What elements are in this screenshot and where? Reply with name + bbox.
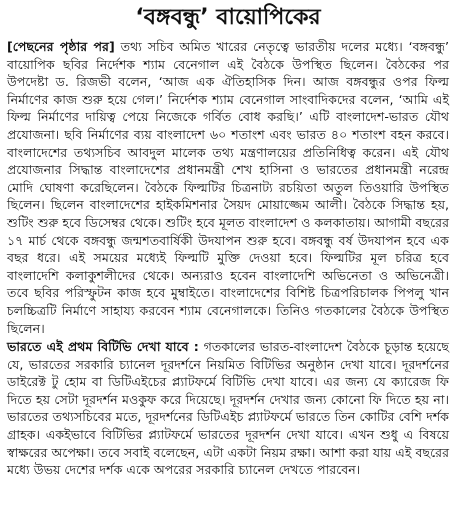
article-paragraph-2 [7, 338, 449, 479]
section-subheading: ভারতে এই প্রথম বিটিভি দেখা যাবে : [7, 339, 199, 355]
article-paragraph-1 [7, 38, 449, 337]
headline: ‘বঙ্গবন্ধু’ বায়োপিকের [135, 5, 321, 30]
paragraph-1-text: তথ্য সচিব অমিত খারের নেতৃত্বে ভারতীয় দলের মধ্যে। ‘বঙ্গবন্ধু’ বায়োপিক ছবির নির্দেশক শ্যাম বেনেগাল এই বৈঠকে উপস্থিত ছিলেন। বৈঠকের পর উপদেষ্টা ড. রিজভী বলেন, ‘আজ এক ঐতিহাসিক দিন। আজ বঙ্গবন্ধুর ওপর ফিল্ম নির্মাণের কাজ শুরু হয়ে গেল।’ নির্দেশক শ্যাম বেনেগাল সাংবাদিকদের বলেন, ‘আমি এই ফিল্ম নির্মাণের দায়িত্ব পেয়ে নিজেকে গর্বিত বোধ করছি।’ এটি বাংলাদেশ-ভারত যৌথ প্রযোজনা। ছবি নির্মাণের ব্যয় বাংলাদেশ ৬০ শতাংশ এবং ভারত ৪০ শতাংশ বহন করবে। বাংলাদেশের তথ্যসচিব আবদুল মালেক তথ্য মন্ত্রণালয়ের প্রতিনিধিত্ব করেন। এই যৌথ প্রযোজনার সিদ্ধান্ত বাংলাদেশের প্রধানমন্ত্রী শেখ হাসিনা ও ভারতের প্রধানমন্ত্রী নরেন্দ্র মোদি ঘোষণা করেছিলেন। বৈঠকে ফিল্মটির চিত্রনাট্য রচয়িতা অতুল তিওয়ারি উপস্থিত ছিলেন। ছিলেন বাংলাদেশের হাইকমিশনার সৈয়দ মোয়াজ্জেম আলী। বৈঠকে সিদ্ধান্ত হয়, শুটিং শুরু হবে ডিসেম্বর থেকে। শুটিং হবে মূলত বাংলাদেশ ও কলকাতায়। আগামী বছরের ১৭ মার্চ থেকে বঙ্গবন্ধু জন্মশতবার্ষিকী উদযাপন শুরু হবে। বঙ্গবন্ধু বর্ষ উদযাপন হবে এক বছর ধরে। এই সময়ের মধ্যেই ফিল্মটি মুক্তি দেওয়া হবে। ফিল্মটির মূল চরিত্র হবে বাংলাদেশি কলাকুশলীদের থেকে। অন্যরাও হবেন বাংলাদেশি অভিনেতা ও অভিনেত্রী। তবে ছবির পরিস্ফুটন কাজ হবে মুম্বাইতে। বাংলাদেশের বিশিষ্ট চিত্রপরিচালক পিপলু খান চলচ্চিত্রটি নির্মাণে সাহায্য করবেন শ্যাম বেনেগালকে। তিনিও গতকালের বৈঠকে উপস্থিত ছিলেন। [7, 39, 450, 336]
continuation-label: [পেছনের পৃষ্ঠার পর] [7, 39, 115, 54]
paragraph-2-text: গতকালের ভারত-বাংলাদেশ বৈঠকে চূড়ান্ত হয়েছে যে, ভারতের সরকারি চ্যানেল দূরদর্শনে নিয়মিত বিটিভির অনুষ্ঠান দেখা যাবে। দূরদর্শনের ডাইরেক্ট টু হোম বা ডিটিএইচের প্ল্যাটফর্মে বিটিভি দেখা যাবে। এর জন্য যে ক্যারেজ ফি দিতে হয় সেটা দূরদর্শন মওকুফ করে দিয়েছে। দূরদর্শন দেখার জন্য কোনো ফি দিতে হয় না। ভারতের তথ্যসচিবের মতে, দূরদর্শনের ডিটিএইচ প্ল্যাটফর্মে ভারতে তিন কোটির বেশি দর্শক গ্রাহক। একইভাবে বিটিভির প্ল্যাটফর্মে ভারতের দূরদর্শন দেখা যাবে। এখন শুধু এ বিষয়ে স্বাক্ষরের অপেক্ষা। তবে সবাই বলেছেন, এটা একটা নিয়ম রক্ষা। আশা করা যায় এই বছরের মধ্যে উভয় দেশের দর্শক একে অপরের সরকারি চ্যানেল দেখতে পারবেন। [7, 339, 449, 478]
